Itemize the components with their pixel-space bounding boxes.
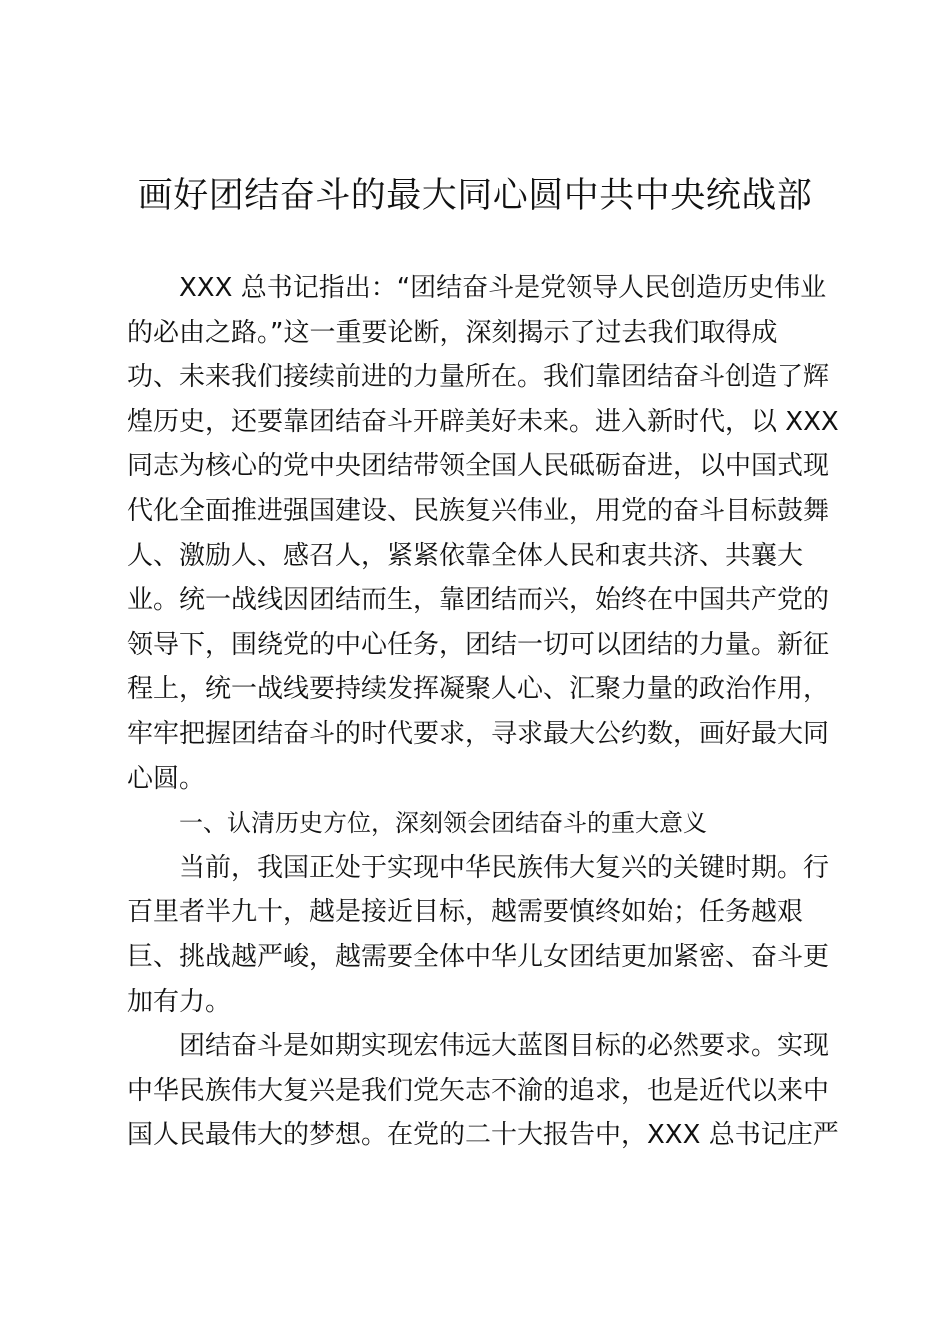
text-line: 加有力。 xyxy=(127,986,232,1017)
text-line: 同志为核心的党中央团结带领全国人民砥砺奋进，以中国式现 xyxy=(127,451,830,482)
text-line: 中华民族伟大复兴是我们党矢志不渝的追求，也是近代以来中 xyxy=(127,1075,830,1106)
text-line: 百里者半九十，越是接近目标，越需要慎终如始；任务越艰 xyxy=(127,897,804,928)
paragraph xyxy=(127,266,839,801)
text-line: XXX 总书记指出：“团结奋斗是党领导人民创造历史伟业 xyxy=(179,273,827,303)
paragraph xyxy=(127,1024,839,1158)
text-line: 牢牢把握团结奋斗的时代要求，寻求最大公约数，画好最大同 xyxy=(127,718,830,749)
text-line: 团结奋斗是如期实现宏伟远大蓝图目标的必然要求。实现 xyxy=(179,1031,830,1062)
text-line: 人、激励人、感召人，紧紧依靠全体人民和衷共济、共襄大 xyxy=(127,540,804,571)
text-line: 心圆。 xyxy=(127,763,206,794)
document-body xyxy=(127,266,839,1158)
text-line: 功、未来我们接续前进的力量所在。我们靠团结奋斗创造了辉 xyxy=(127,362,830,393)
text-line: 领导下，围绕党的中心任务，团结一切可以团结的力量。新征 xyxy=(127,629,830,660)
text-line: 煌历史，还要靠团结奋斗开辟美好未来。进入新时代，以 XXX xyxy=(127,406,839,437)
section-heading: 一、认清历史方位，深刻领会团结奋斗的重大意义 xyxy=(179,809,707,838)
text-line: 国人民最伟大的梦想。在党的二十大报告中，XXX 总书记庄严 xyxy=(127,1120,839,1151)
text-line: 巨、挑战越严峻，越需要全体中华儿女团结更加紧密、奋斗更 xyxy=(127,941,830,972)
document-title: 画好团结奋斗的最大同心圆中共中央统战部 xyxy=(137,176,813,216)
text-line: 代化全面推进强国建设、民族复兴伟业，用党的奋斗目标鼓舞 xyxy=(127,495,830,526)
text-line: 的必由之路。”这一重要论断，深刻揭示了过去我们取得成 xyxy=(127,317,778,348)
paragraph xyxy=(127,846,832,1024)
text-line: 程上，统一战线要持续发挥凝聚人心、汇聚力量的政治作用， xyxy=(127,674,830,705)
text-line: 当前，我国正处于实现中华民族伟大复兴的关键时期。行 xyxy=(179,852,830,883)
text-line: 业。统一战线因团结而生，靠团结而兴，始终在中国共产党的 xyxy=(127,585,830,616)
